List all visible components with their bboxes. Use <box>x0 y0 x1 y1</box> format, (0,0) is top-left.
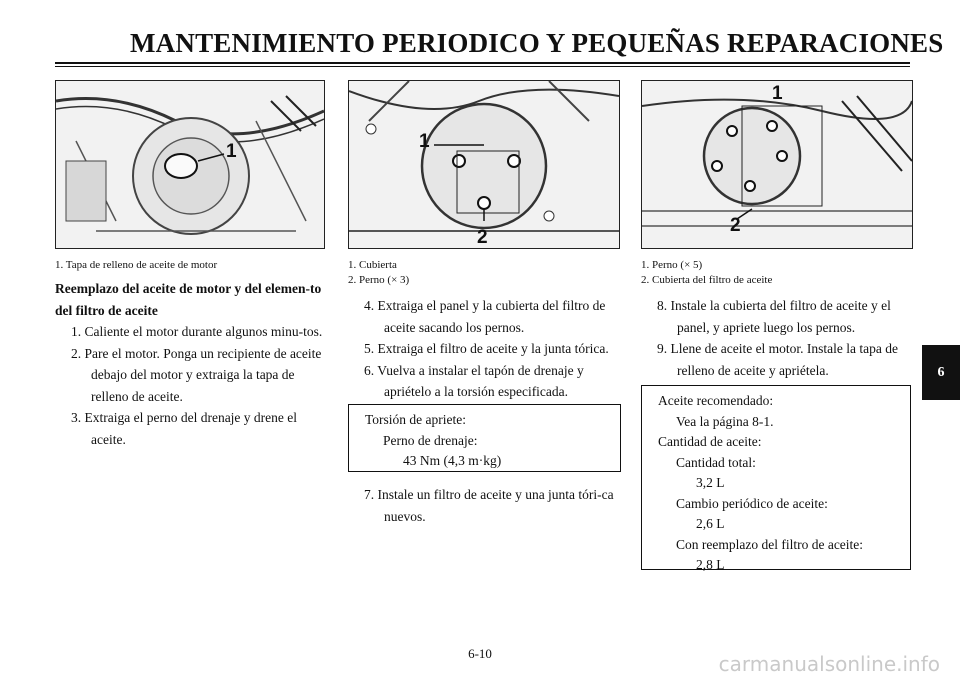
torque-title: Torsión de apriete: <box>365 412 467 427</box>
oil-recommended-label: Aceite recomendado: <box>658 393 774 408</box>
figure-filter-cover-bolts <box>641 80 913 249</box>
column-1-text <box>55 278 325 450</box>
oil-quantity-label: Cantidad de aceite: <box>658 434 762 449</box>
figure-caption-2 <box>348 258 409 288</box>
page-number: 6-10 <box>468 646 492 661</box>
engine-illustration-3 <box>642 81 912 248</box>
engine-illustration-2 <box>349 81 619 248</box>
caption-item: 2. Cubierta del filtro de aceite <box>641 274 773 286</box>
caption-item: 2. Perno (× 3) <box>348 274 410 286</box>
watermark: carmanualsonline.info <box>718 652 940 676</box>
oil-recommended-value: Vea la página 8-1. <box>676 413 774 429</box>
figure-caption-3 <box>641 258 772 288</box>
oil-spec-box <box>641 385 911 570</box>
caption-item: 1. Cubierta <box>348 259 397 271</box>
figure-filter-cover <box>348 80 620 249</box>
header-rule-thick <box>55 62 910 64</box>
torque-value: 43 Nm (4,3 m·kg) <box>403 453 502 468</box>
oil-periodic-value: 2,6 L <box>696 516 725 531</box>
callout-1: 1 <box>419 131 430 152</box>
header-rule-thin <box>55 66 910 67</box>
step-8: 8. Instale la cubierta del filtro de aceite y el panel, y apriete luego los pernos. <box>657 298 891 335</box>
step-7: 7. Instale un filtro de aceite y una junta tóri-ca nuevos. <box>364 487 614 524</box>
step-6: 6. Vuelva a instalar el tapón de drenaje y apriételo a la torsión especificada. <box>364 362 584 399</box>
torque-label: Perno de drenaje: <box>383 432 478 448</box>
callout-2: 2 <box>477 227 488 248</box>
chapter-tab: 6 <box>922 345 960 400</box>
section-heading: Reemplazo del aceite de motor y del elemen-to del filtro de aceite <box>55 281 322 318</box>
column-2-text <box>348 295 620 403</box>
oil-filter-value: 2,8 L <box>696 557 725 572</box>
oil-periodic-label: Cambio periódico de aceite: <box>676 495 828 511</box>
callout-2: 2 <box>730 215 741 236</box>
step-5: 5. Extraiga el filtro de aceite y la junta tórica. <box>364 341 609 356</box>
step-4: 4. Extraiga el panel y la cubierta del filtro de aceite sacando los pernos. <box>364 298 606 335</box>
oil-total-label: Cantidad total: <box>676 454 756 470</box>
page-title: MANTENIMIENTO PERIODICO Y PEQUEÑAS REPARACIONES <box>130 28 944 58</box>
callout-1: 1 <box>226 141 237 162</box>
torque-spec-box <box>348 404 621 472</box>
column-3-text <box>641 295 913 381</box>
oil-total-value: 3,2 L <box>696 475 725 490</box>
callout-1: 1 <box>772 83 783 104</box>
caption-item: 1. Perno (× 5) <box>641 259 703 271</box>
step-9: 9. Llene de aceite el motor. Instale la tapa de relleno de aceite y apriétela. <box>657 341 899 378</box>
oil-filter-label: Con reemplazo del filtro de aceite: <box>676 536 864 552</box>
engine-illustration-1 <box>56 81 324 248</box>
column-2-text-after <box>348 484 620 527</box>
step-3: 3. Extraiga el perno del drenaje y drene el aceite. <box>71 410 298 447</box>
figure-caption-1 <box>55 258 217 273</box>
step-2: 2. Pare el motor. Ponga un recipiente de aceite debajo del motor y extraiga la tapa de relleno de aceite. <box>71 345 322 404</box>
caption-item: 1. Tapa de relleno de aceite de motor <box>55 259 218 271</box>
step-1: 1. Caliente el motor durante algunos minu-tos. <box>71 324 323 339</box>
figure-oil-filler-cap <box>55 80 325 249</box>
